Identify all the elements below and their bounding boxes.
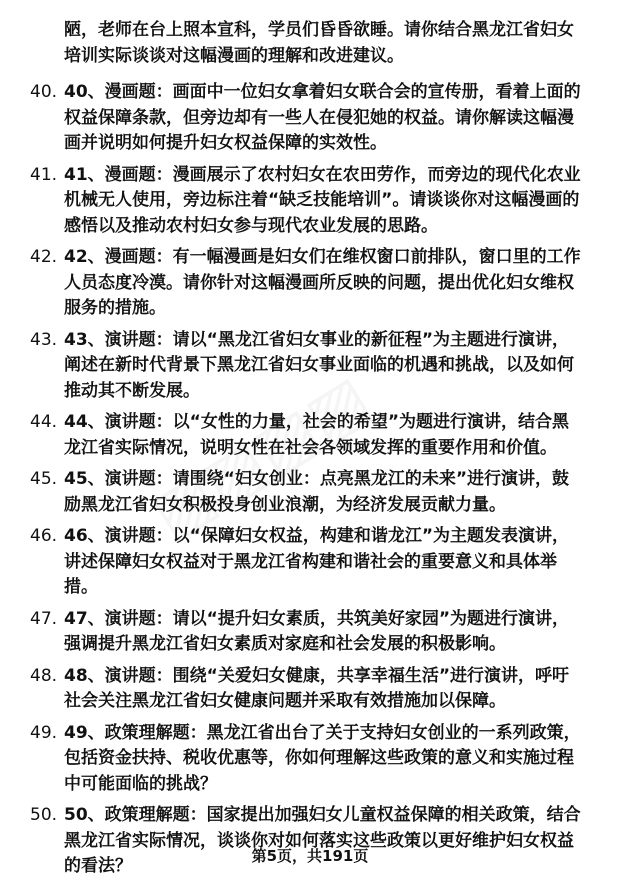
list-item	[30, 163, 584, 240]
item-number: 46.	[30, 526, 58, 546]
list-item	[30, 467, 584, 518]
item-number: 50.	[30, 805, 58, 825]
item-text: 41、漫画题：漫画展示了农村妇女在农田劳作，而旁边的现代化农业机械无人使用，旁边标注着“缺乏技能培训”。请谈谈你对这幅漫画的感悟以及推动农村妇女参与现代农业发展的思路。	[64, 164, 581, 236]
item-text: 48、演讲题：围绕“关爱妇女健康，共享幸福生活”进行演讲，呼吁社会关注黑龙江省妇女健康问题并采取有效措施加以保障。	[64, 665, 570, 711]
list-item	[30, 607, 584, 658]
item-text: 49、政策理解题：黑龙江省出台了关于支持妇女创业的一系列政策，包括资金扶持、税收优惠等，你如何理解这些政策的意义和实施过程中可能面临的挑战？	[64, 722, 581, 794]
item-number: 40.	[30, 82, 58, 102]
list-item	[30, 328, 584, 405]
item-text: 47、演讲题：请以“提升妇女素质，共筑美好家园”为题进行演讲，强调提升黑龙江省妇女素质对家庭和社会发展的积极影响。	[64, 608, 570, 654]
item-number: 48.	[30, 665, 58, 686]
list-item	[30, 410, 584, 461]
item-number: 49.	[30, 722, 58, 743]
page-footer: 第5页，共191页	[251, 847, 369, 865]
list-item	[30, 803, 584, 880]
item-number: 41.	[30, 164, 58, 185]
list-item	[30, 721, 584, 798]
list-item	[30, 245, 584, 322]
item-text: 44、演讲题：以“女性的力量，社会的希望”为题进行演讲，结合黑龙江省实际情况，说明女性在社会各领域发挥的重要作用和价值。	[64, 412, 570, 458]
item-text: 43、演讲题：请以“黑龙江省妇女事业的新征程”为主题进行演讲，阐述在新时代背景下黑龙江省妇女事业面临的机遇和挑战，以及如何推动其不断发展。	[64, 329, 574, 401]
item-number: 44.	[30, 412, 58, 432]
item-text: 45、演讲题：请围绕“妇女创业：点亮黑龙江的未来”进行演讲，鼓励黑龙江省妇女积极投身创业浪潮，为经济发展贡献力量。	[64, 469, 570, 515]
list-item	[30, 664, 584, 715]
item-number: 43.	[30, 329, 58, 350]
item-number: 47.	[30, 608, 58, 629]
item-text: 50、政策理解题：国家提出加强妇女儿童权益保障的相关政策，结合黑龙江省实际情况，谈谈你对如何落实这些政策以更好维护妇女权益的看法？	[64, 805, 581, 876]
list-item	[30, 80, 584, 157]
question-list	[30, 80, 584, 886]
item-text: 42、漫画题：有一幅漫画是妇女们在维权窗口前排队，窗口里的工作人员态度冷漠。请你针对这幅漫画所反映的问题，提出优化妇女维权服务的措施。	[64, 247, 581, 318]
item-text: 46、演讲题：以“保障妇女权益，构建和谐龙江”为主题发表演讲，讲述保障妇女权益对于黑龙江省构建和谐社会的重要意义和具体举措。	[64, 526, 570, 597]
item-number: 42.	[30, 247, 58, 267]
continuation-text: 陋，老师在台上照本宣科，学员们昏昏欲睡。请你结合黑龙江省妇女培训实际谈谈对这幅漫画的理解和改进建议。	[64, 20, 574, 66]
item-number: 45.	[30, 469, 58, 489]
item-text: 40、漫画题：画面中一位妇女拿着妇女联合会的宣传册，看着上面的权益保障条款，但旁边却有一些人在侵犯她的权益。请你解读这幅漫画并说明如何提升妇女权益保障的实效性。	[64, 82, 581, 153]
list-item	[30, 524, 584, 601]
